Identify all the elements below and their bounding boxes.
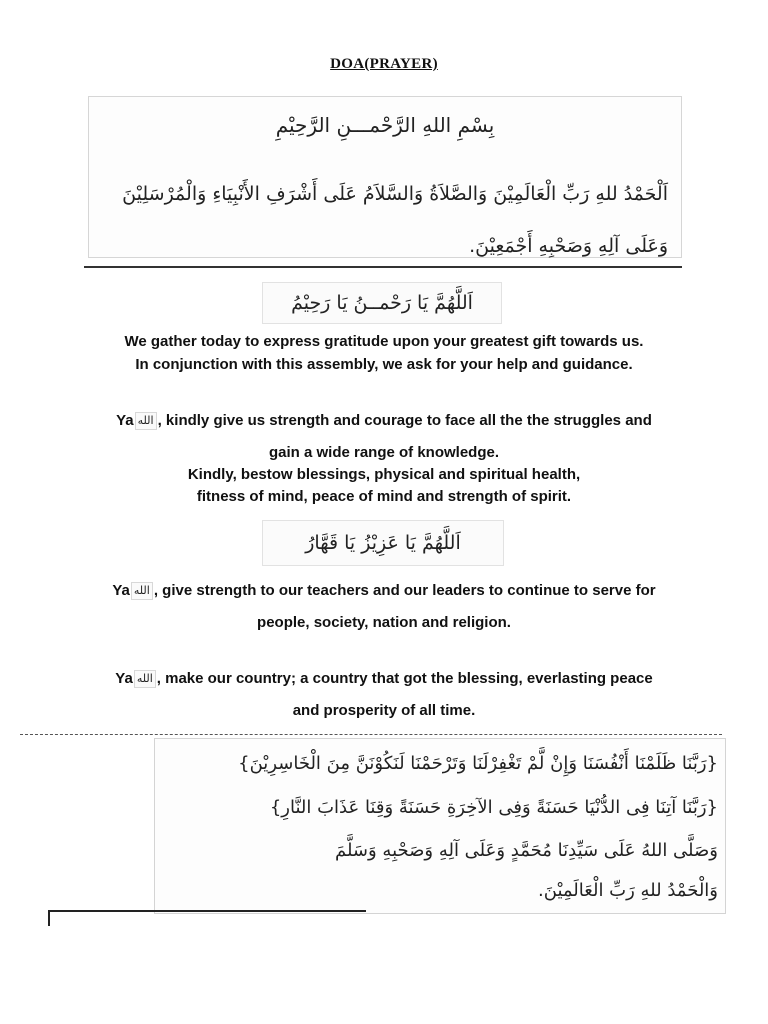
- strength-prayer-line-1-text: , kindly give us strength and courage to face all the the struggles and: [157, 412, 652, 429]
- strength-prayer-line-1: [20, 412, 748, 430]
- gratitude-line-1: We gather today to express gratitude upon your greatest gift towards us.: [124, 333, 644, 350]
- closing-dua-line-3: وَصَلَّى اللهُ عَلَى سَيِّدِنَا مُحَمَّدٍ وَعَلَى آلِهِ وَصَحْبِهِ وَسَلَّمَ: [334, 840, 718, 861]
- leaders-prayer-line-1-text: , give strength to our teachers and our leaders to continue to serve for: [153, 582, 656, 599]
- country-prayer-line-1-text: , make our country; a country that got the blessing, everlasting peace: [156, 670, 653, 687]
- bottom-bracket-edge: [48, 910, 50, 926]
- page-title: DOA(PRAYER): [330, 56, 438, 72]
- bottom-bracket-line: [48, 910, 366, 912]
- ya-word: Ya: [112, 582, 130, 599]
- ya-word: Ya: [116, 412, 134, 429]
- closing-dua-line-1: {رَبَّنَا ظَلَمْنَا أَنْفُسَنَا وَإِنْ لَّمْ تَغْفِرْلَنَا وَتَرْحَمْنَا لَنَكُوْنَنَّ مِنَ الْخَاسِرِيْنَ}: [238, 753, 718, 774]
- gratitude-line-2: In conjunction with this assembly, we ask for your help and guidance.: [135, 356, 633, 373]
- allah-calligraphy: الله: [135, 412, 157, 430]
- opening-praise-text: اَلْحَمْدُ للهِ رَبِّ الْعَالَمِيْنَ وَالصَّلاَةُ وَالسَّلاَمُ عَلَى أَشْرَفِ الأَنْبِيَاءِ وَالْمُرْسَلِيْنَ وَعَلَى آلِهِ وَصَحْبِهِ أَجْمَعِيْنَ.: [122, 183, 668, 257]
- invocation-aziz-qahhar: اَللَّهُمَّ يَا عَزِيْزُ يَا قَهَّارُ: [262, 520, 504, 566]
- blessings-line-2: fitness of mind, peace of mind and strength of spirit.: [196, 488, 572, 505]
- allah-calligraphy: الله: [134, 670, 156, 688]
- dashed-divider: [20, 734, 722, 735]
- country-prayer-line-2: and prosperity of all time.: [292, 702, 476, 719]
- basmala-text: بِسْمِ اللهِ الرَّحْمـــنِ الرَّحِيْمِ: [275, 113, 495, 137]
- divider-line: [84, 266, 682, 268]
- ya-word: Ya: [115, 670, 133, 687]
- strength-prayer-line-2: gain a wide range of knowledge.: [268, 444, 500, 461]
- blessings-line-1: Kindly, bestow blessings, physical and spiritual health,: [187, 466, 581, 483]
- country-prayer-line-1: [20, 670, 748, 688]
- leaders-prayer-line-1: [20, 582, 748, 600]
- closing-dua-line-2: {رَبَّنَا آتِنَا فِى الدُّنْيَا حَسَنَةً وَفِى الآخِرَةِ حَسَنَةً وَقِنَا عَذَابَ النَّارِ}: [269, 797, 718, 818]
- invocation-rahman-rahim: اَللَّهُمَّ يَا رَحْمــنُ يَا رَحِيْمُ: [262, 282, 502, 324]
- allah-calligraphy: الله: [131, 582, 153, 600]
- closing-dua-line-4: وَالْحَمْدُ للهِ رَبِّ الْعَالَمِيْنَ.: [538, 880, 718, 901]
- leaders-prayer-line-2: people, society, nation and religion.: [257, 614, 511, 631]
